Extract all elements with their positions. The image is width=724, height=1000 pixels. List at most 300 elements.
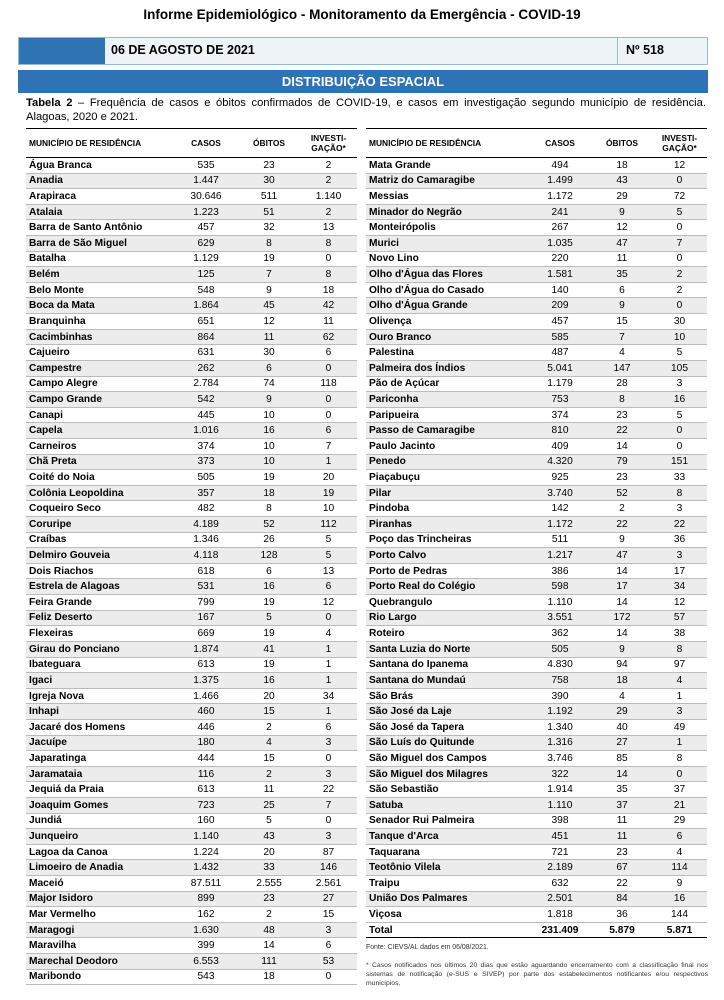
cell-obitos: 16 <box>238 423 300 439</box>
cell-municipio: Anadia <box>26 173 174 189</box>
cell-obitos: 19 <box>238 626 300 642</box>
cell-casos: 116 <box>174 766 238 782</box>
cell-investigacao: 72 <box>652 189 707 205</box>
cell-obitos: 11 <box>592 813 652 829</box>
cell-casos: 444 <box>174 751 238 767</box>
cell-obitos: 9 <box>592 532 652 548</box>
cell-investigacao: 1 <box>300 704 357 720</box>
cell-municipio: Porto de Pedras <box>366 563 528 579</box>
header-investigacao: INVESTI- GAÇÃO* <box>652 129 707 158</box>
band-accent <box>19 38 105 64</box>
table-row <box>26 657 357 673</box>
cell-municipio: Dois Riachos <box>26 563 174 579</box>
cell-municipio: Capela <box>26 423 174 439</box>
cell-casos: 1.192 <box>528 704 592 720</box>
cell-obitos: 511 <box>238 189 300 205</box>
cell-casos: 4.118 <box>174 548 238 564</box>
table-row <box>26 782 357 798</box>
cell-obitos: 67 <box>592 860 652 876</box>
section-title: DISTRIBUIÇÃO ESPACIAL <box>18 70 708 93</box>
cell-casos: 209 <box>528 298 592 314</box>
cell-municipio: Murici <box>366 236 528 252</box>
cell-obitos: 84 <box>592 891 652 907</box>
cell-casos: 669 <box>174 626 238 642</box>
cell-obitos: 23 <box>592 407 652 423</box>
cell-casos: 1.110 <box>528 797 592 813</box>
cell-casos: 1.864 <box>174 298 238 314</box>
cell-casos: 3.746 <box>528 751 592 767</box>
cell-municipio: São Brás <box>366 688 528 704</box>
cell-investigacao: 4 <box>300 626 357 642</box>
cell-casos: 925 <box>528 470 592 486</box>
cell-casos: 386 <box>528 563 592 579</box>
cell-investigacao: 8 <box>300 267 357 283</box>
cell-obitos: 16 <box>238 579 300 595</box>
cell-casos: 1.818 <box>528 907 592 923</box>
cell-obitos: 23 <box>238 158 300 174</box>
cell-obitos: 45 <box>238 298 300 314</box>
table-row <box>366 719 707 735</box>
table-row <box>366 844 707 860</box>
table-row <box>26 501 357 517</box>
cell-municipio: Flexeiras <box>26 626 174 642</box>
cell-obitos: 30 <box>238 345 300 361</box>
cell-casos: 460 <box>174 704 238 720</box>
cell-obitos: 19 <box>238 470 300 486</box>
table-row <box>26 860 357 876</box>
cell-casos: 1.316 <box>528 735 592 751</box>
table-row <box>26 423 357 439</box>
cell-obitos: 22 <box>592 517 652 533</box>
cell-casos: 632 <box>528 876 592 892</box>
table-row <box>366 876 707 892</box>
table-row <box>26 345 357 361</box>
table-row <box>26 954 357 970</box>
cell-casos: 4.189 <box>174 517 238 533</box>
table-row <box>366 423 707 439</box>
table-row <box>366 438 707 454</box>
table-right <box>366 128 707 938</box>
cell-municipio: Igaci <box>26 673 174 689</box>
cell-municipio: Porto Real do Colégio <box>366 579 528 595</box>
cell-casos: 613 <box>174 657 238 673</box>
cell-casos: 598 <box>528 579 592 595</box>
cell-investigacao: 0 <box>300 969 357 985</box>
cell-investigacao: 8 <box>652 641 707 657</box>
cell-investigacao: 11 <box>300 314 357 330</box>
cell-casos: 629 <box>174 236 238 252</box>
cell-municipio: Palestina <box>366 345 528 361</box>
cell-obitos: 8 <box>238 501 300 517</box>
cell-casos: 1.172 <box>528 189 592 205</box>
cell-investigacao: 2 <box>300 173 357 189</box>
cell-casos: 799 <box>174 595 238 611</box>
cell-municipio: Piranhas <box>366 517 528 533</box>
cell-obitos: 4 <box>592 688 652 704</box>
cell-investigacao: 8 <box>300 236 357 252</box>
table-row <box>366 548 707 564</box>
cell-obitos: 30 <box>238 173 300 189</box>
cell-investigacao: 112 <box>300 517 357 533</box>
cell-obitos: 25 <box>238 797 300 813</box>
cell-investigacao: 10 <box>300 501 357 517</box>
total-label: Total <box>366 922 528 938</box>
cell-investigacao: 57 <box>652 610 707 626</box>
cell-municipio: Quebrangulo <box>366 595 528 611</box>
cell-investigacao: 0 <box>300 392 357 408</box>
cell-municipio: Major Isidoro <box>26 891 174 907</box>
table-row <box>26 595 357 611</box>
cell-investigacao: 0 <box>300 251 357 267</box>
cell-municipio: Pilar <box>366 485 528 501</box>
cell-municipio: Arapiraca <box>26 189 174 205</box>
cell-obitos: 7 <box>592 329 652 345</box>
cell-obitos: 111 <box>238 954 300 970</box>
cell-obitos: 26 <box>238 532 300 548</box>
cell-obitos: 6 <box>238 563 300 579</box>
cell-investigacao: 146 <box>300 860 357 876</box>
table-row <box>366 782 707 798</box>
cell-municipio: Água Branca <box>26 158 174 174</box>
table-row <box>26 407 357 423</box>
cell-casos: 2.784 <box>174 376 238 392</box>
table-row <box>26 813 357 829</box>
cell-casos: 613 <box>174 782 238 798</box>
cell-municipio: Jundiá <box>26 813 174 829</box>
cell-obitos: 37 <box>592 797 652 813</box>
cell-obitos: 147 <box>592 360 652 376</box>
table-left <box>26 128 357 985</box>
cell-casos: 758 <box>528 673 592 689</box>
cell-investigacao: 144 <box>652 907 707 923</box>
cell-investigacao: 34 <box>300 688 357 704</box>
cell-casos: 2.501 <box>528 891 592 907</box>
cell-investigacao: 105 <box>652 360 707 376</box>
cell-investigacao: 6 <box>652 829 707 845</box>
cell-obitos: 8 <box>238 236 300 252</box>
cell-obitos: 9 <box>238 392 300 408</box>
cell-investigacao: 27 <box>300 891 357 907</box>
cell-municipio: Campo Grande <box>26 392 174 408</box>
table-row <box>366 657 707 673</box>
cell-investigacao: 29 <box>652 813 707 829</box>
cell-casos: 531 <box>174 579 238 595</box>
table-row <box>366 454 707 470</box>
table-row <box>26 485 357 501</box>
cell-municipio: São José da Tapera <box>366 719 528 735</box>
cell-municipio: Matriz do Camaragibe <box>366 173 528 189</box>
table-row <box>26 282 357 298</box>
table-row <box>26 688 357 704</box>
table-row <box>366 314 707 330</box>
table-row <box>26 251 357 267</box>
cell-investigacao: 3 <box>652 704 707 720</box>
table-header-row <box>26 129 357 158</box>
cell-casos: 618 <box>174 563 238 579</box>
cell-investigacao: 3 <box>300 735 357 751</box>
table-row <box>26 236 357 252</box>
cell-investigacao: 2 <box>652 282 707 298</box>
cell-investigacao: 5 <box>300 548 357 564</box>
cell-casos: 457 <box>528 314 592 330</box>
table-row <box>366 251 707 267</box>
cell-obitos: 47 <box>592 236 652 252</box>
cell-municipio: União Dos Palmares <box>366 891 528 907</box>
cell-obitos: 29 <box>592 189 652 205</box>
table-row <box>26 532 357 548</box>
cell-casos: 1.223 <box>174 204 238 220</box>
table-row <box>366 470 707 486</box>
cell-municipio: Inhapi <box>26 704 174 720</box>
cell-investigacao: 3 <box>300 922 357 938</box>
cell-casos: 160 <box>174 813 238 829</box>
cell-municipio: São Luís do Quitunde <box>366 735 528 751</box>
cell-casos: 3.740 <box>528 485 592 501</box>
cell-investigacao: 62 <box>300 329 357 345</box>
table-row <box>366 563 707 579</box>
cell-obitos: 2 <box>238 907 300 923</box>
cell-investigacao: 8 <box>652 751 707 767</box>
cell-casos: 374 <box>528 407 592 423</box>
table-row <box>26 548 357 564</box>
cell-casos: 446 <box>174 719 238 735</box>
cell-casos: 543 <box>174 969 238 985</box>
table-row <box>366 532 707 548</box>
table-row <box>366 158 707 174</box>
cell-obitos: 27 <box>592 735 652 751</box>
cell-obitos: 5 <box>238 610 300 626</box>
footnote: * Casos notificados nos últimos 20 dias que estão aguardando encerramento com a classificação final nos sistemas de notificação (e-SUS e SIVEP) por parte dos estabelecimentos notificantes e/ou respectivos municípios. <box>366 962 708 987</box>
cell-casos: 1.581 <box>528 267 592 283</box>
cell-investigacao: 7 <box>652 236 707 252</box>
cell-casos: 1.217 <box>528 548 592 564</box>
cell-obitos: 51 <box>238 204 300 220</box>
cell-municipio: Novo Lino <box>366 251 528 267</box>
cell-investigacao: 0 <box>652 766 707 782</box>
cell-casos: 494 <box>528 158 592 174</box>
cell-obitos: 9 <box>592 204 652 220</box>
cell-obitos: 52 <box>238 517 300 533</box>
cell-obitos: 17 <box>592 579 652 595</box>
table-row <box>26 204 357 220</box>
cell-casos: 2.189 <box>528 860 592 876</box>
cell-casos: 511 <box>528 532 592 548</box>
cell-investigacao: 12 <box>300 595 357 611</box>
cell-municipio: Olho d'Água Grande <box>366 298 528 314</box>
cell-casos: 262 <box>174 360 238 376</box>
cell-obitos: 11 <box>592 829 652 845</box>
cell-obitos: 40 <box>592 719 652 735</box>
cell-municipio: Paripueira <box>366 407 528 423</box>
cell-obitos: 52 <box>592 485 652 501</box>
cell-municipio: Roteiro <box>366 626 528 642</box>
cell-investigacao: 30 <box>652 314 707 330</box>
cell-obitos: 7 <box>238 267 300 283</box>
cell-obitos: 10 <box>238 438 300 454</box>
cell-casos: 505 <box>174 470 238 486</box>
cell-municipio: Lagoa da Canoa <box>26 844 174 860</box>
cell-obitos: 28 <box>592 376 652 392</box>
table-row <box>26 173 357 189</box>
cell-investigacao: 151 <box>652 454 707 470</box>
cell-obitos: 18 <box>592 158 652 174</box>
cell-obitos: 16 <box>238 673 300 689</box>
cell-investigacao: 6 <box>300 938 357 954</box>
cell-obitos: 4 <box>238 735 300 751</box>
cell-casos: 1.224 <box>174 844 238 860</box>
table-row <box>26 470 357 486</box>
table-row <box>366 860 707 876</box>
cell-municipio: São Miguel dos Campos <box>366 751 528 767</box>
cell-obitos: 11 <box>592 251 652 267</box>
cell-casos: 542 <box>174 392 238 408</box>
cell-municipio: Santa Luzia do Norte <box>366 641 528 657</box>
table-row <box>366 298 707 314</box>
cell-investigacao: 1 <box>300 673 357 689</box>
cell-municipio: Belo Monte <box>26 282 174 298</box>
cell-investigacao: 0 <box>652 438 707 454</box>
table-row <box>26 610 357 626</box>
cell-municipio: Jacaré dos Homens <box>26 719 174 735</box>
cell-obitos: 12 <box>238 314 300 330</box>
cell-municipio: Tanque d'Arca <box>366 829 528 845</box>
cell-investigacao: 3 <box>652 376 707 392</box>
caption-label: Tabela 2 <box>26 97 73 109</box>
table-row <box>366 345 707 361</box>
cell-municipio: Jaramataia <box>26 766 174 782</box>
cell-casos: 6.553 <box>174 954 238 970</box>
cell-obitos: 22 <box>592 876 652 892</box>
cell-investigacao: 0 <box>300 813 357 829</box>
table-row <box>366 236 707 252</box>
cell-casos: 267 <box>528 220 592 236</box>
cell-obitos: 8 <box>592 392 652 408</box>
cell-municipio: Santana do Ipanema <box>366 657 528 673</box>
cell-municipio: Porto Calvo <box>366 548 528 564</box>
cell-casos: 1.129 <box>174 251 238 267</box>
cell-casos: 125 <box>174 267 238 283</box>
cell-investigacao: 49 <box>652 719 707 735</box>
cell-obitos: 19 <box>238 657 300 673</box>
cell-casos: 631 <box>174 345 238 361</box>
cell-casos: 535 <box>174 158 238 174</box>
table-row <box>26 158 357 174</box>
table-row <box>366 673 707 689</box>
table-row <box>26 563 357 579</box>
header-obitos: ÓBITOS <box>238 129 300 158</box>
table-row <box>366 735 707 751</box>
table-row <box>366 626 707 642</box>
cell-obitos: 15 <box>238 704 300 720</box>
cell-municipio: Penedo <box>366 454 528 470</box>
cell-municipio: Rio Largo <box>366 610 528 626</box>
header-casos: CASOS <box>174 129 238 158</box>
cell-municipio: Minador do Negrão <box>366 204 528 220</box>
cell-investigacao: 16 <box>652 891 707 907</box>
cell-investigacao: 38 <box>652 626 707 642</box>
total-obitos: 5.879 <box>592 922 652 938</box>
cell-municipio: Cajueiro <box>26 345 174 361</box>
cell-obitos: 12 <box>592 220 652 236</box>
cell-investigacao: 2.561 <box>300 876 357 892</box>
cell-casos: 374 <box>174 438 238 454</box>
cell-municipio: Palmeira dos Índios <box>366 360 528 376</box>
table-right-body <box>366 158 707 938</box>
cell-investigacao: 5 <box>300 532 357 548</box>
cell-municipio: Barra de São Miguel <box>26 236 174 252</box>
cell-investigacao: 5 <box>652 345 707 361</box>
cell-municipio: São Sebastião <box>366 782 528 798</box>
cell-obitos: 128 <box>238 548 300 564</box>
cell-municipio: Ouro Branco <box>366 329 528 345</box>
cell-investigacao: 36 <box>652 532 707 548</box>
cell-municipio: Girau do Ponciano <box>26 641 174 657</box>
cell-obitos: 23 <box>592 470 652 486</box>
table-row <box>366 282 707 298</box>
cell-obitos: 20 <box>238 688 300 704</box>
cell-municipio: Viçosa <box>366 907 528 923</box>
cell-casos: 5.041 <box>528 360 592 376</box>
cell-municipio: Campo Alegre <box>26 376 174 392</box>
cell-investigacao: 22 <box>300 782 357 798</box>
cell-investigacao: 8 <box>652 485 707 501</box>
table-row <box>366 829 707 845</box>
cell-obitos: 18 <box>592 673 652 689</box>
cell-casos: 1.375 <box>174 673 238 689</box>
cell-casos: 1.447 <box>174 173 238 189</box>
cell-investigacao: 0 <box>652 298 707 314</box>
cell-municipio: Traipu <box>366 876 528 892</box>
cell-investigacao: 53 <box>300 954 357 970</box>
cell-casos: 457 <box>174 220 238 236</box>
cell-casos: 399 <box>174 938 238 954</box>
cell-obitos: 9 <box>592 641 652 657</box>
cell-investigacao: 1 <box>652 688 707 704</box>
table-row <box>26 189 357 205</box>
cell-casos: 409 <box>528 438 592 454</box>
total-investigacao: 5.871 <box>652 922 707 938</box>
cell-municipio: Olho d'Água do Casado <box>366 282 528 298</box>
cell-investigacao: 0 <box>300 610 357 626</box>
table-row <box>366 204 707 220</box>
table-row <box>366 360 707 376</box>
cell-municipio: Delmiro Gouveia <box>26 548 174 564</box>
cell-investigacao: 0 <box>300 407 357 423</box>
cell-obitos: 11 <box>238 782 300 798</box>
cell-obitos: 2 <box>238 719 300 735</box>
cell-municipio: São José da Laje <box>366 704 528 720</box>
cell-obitos: 35 <box>592 267 652 283</box>
cell-municipio: Colônia Leopoldina <box>26 485 174 501</box>
cell-investigacao: 6 <box>300 423 357 439</box>
cell-investigacao: 1 <box>300 657 357 673</box>
cell-investigacao: 97 <box>652 657 707 673</box>
cell-casos: 1.499 <box>528 173 592 189</box>
report-title: Informe Epidemiológico - Monitoramento da Emergência - COVID-19 <box>143 7 581 22</box>
table-row <box>366 189 707 205</box>
cell-obitos: 6 <box>238 360 300 376</box>
cell-municipio: Coité do Noia <box>26 470 174 486</box>
cell-municipio: Ibateguara <box>26 657 174 673</box>
cell-investigacao: 5 <box>652 407 707 423</box>
table-row <box>366 501 707 517</box>
table-header-row <box>366 129 707 158</box>
cell-casos: 357 <box>174 485 238 501</box>
cell-obitos: 14 <box>238 938 300 954</box>
cell-municipio: Olho d'Água das Flores <box>366 267 528 283</box>
cell-casos: 1.340 <box>528 719 592 735</box>
cell-casos: 4.320 <box>528 454 592 470</box>
